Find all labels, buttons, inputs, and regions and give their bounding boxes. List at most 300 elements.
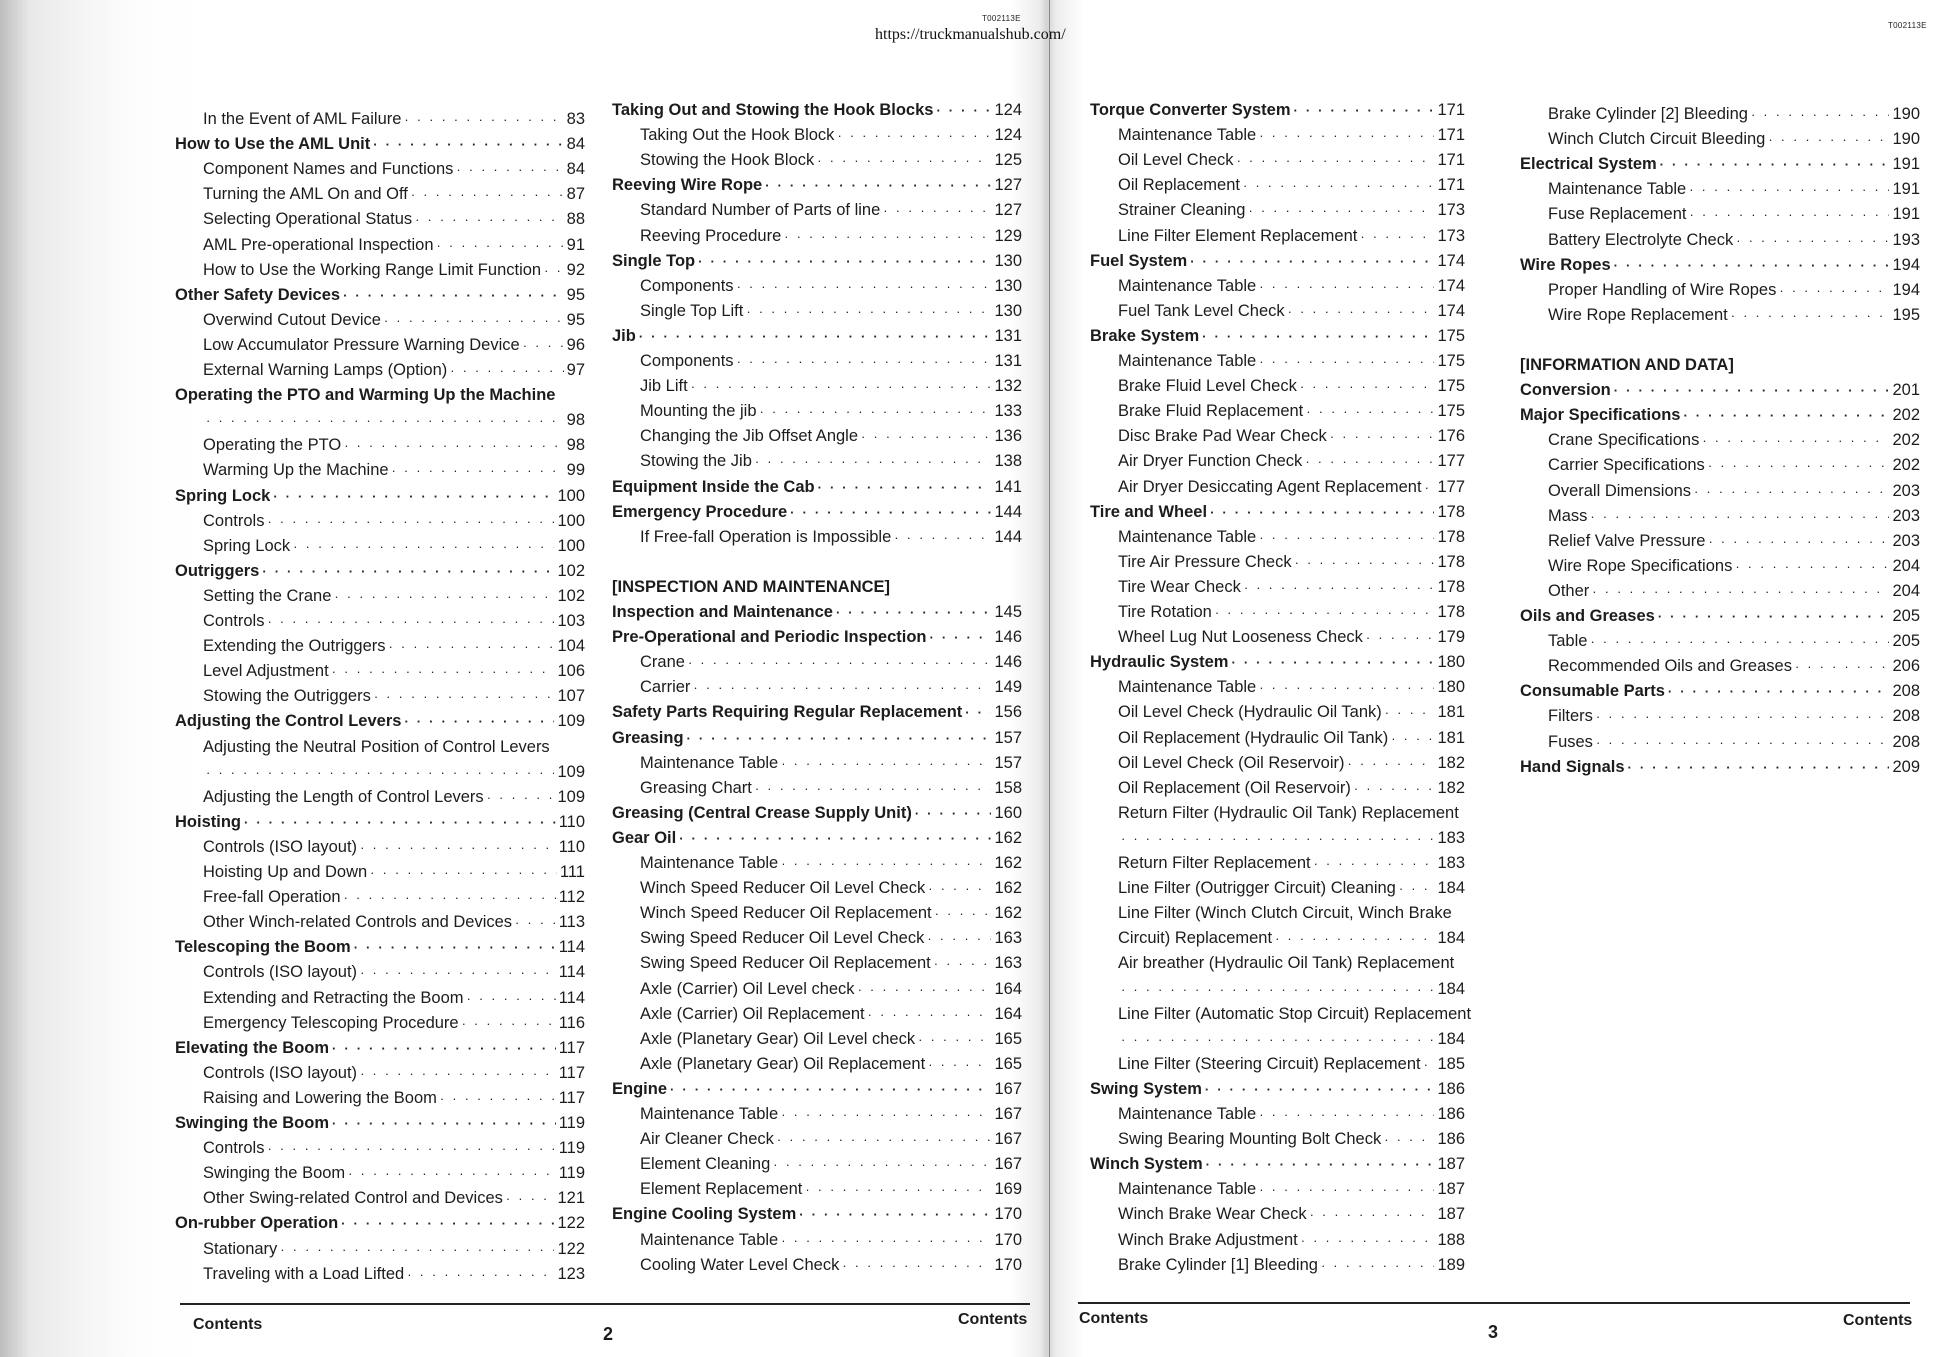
toc-page-number: 202 xyxy=(1892,406,1920,425)
toc-entry-heading[interactable] xyxy=(1090,252,1465,274)
toc-entry[interactable] xyxy=(1520,456,1920,478)
toc-entry-heading[interactable] xyxy=(1090,653,1465,675)
toc-entry[interactable] xyxy=(612,402,1022,424)
toc-entry-heading[interactable] xyxy=(175,135,585,157)
toc-entry[interactable] xyxy=(612,1030,1022,1052)
toc-entry[interactable] xyxy=(1520,180,1920,202)
toc-leader-dots xyxy=(404,112,563,127)
toc-entry[interactable] xyxy=(1520,507,1920,529)
toc-page-number: 175 xyxy=(1437,326,1465,345)
toc-entry-heading[interactable] xyxy=(1520,682,1920,704)
toc-leader-dots xyxy=(415,212,564,227)
toc-entry[interactable] xyxy=(1090,126,1465,148)
toc-page-number: 163 xyxy=(994,929,1022,948)
toc-entry[interactable] xyxy=(1090,1105,1465,1127)
toc-entry[interactable] xyxy=(612,879,1022,901)
toc-entry-label: Brake Cylinder [1] Bleeding xyxy=(1118,1255,1318,1274)
toc-entry[interactable] xyxy=(175,261,585,283)
toc-entry[interactable] xyxy=(1090,1130,1465,1152)
toc-leader-dots xyxy=(334,589,554,604)
toc-page-number: 171 xyxy=(1437,176,1465,195)
toc-leader-dots xyxy=(515,915,556,930)
toc-page-number: 131 xyxy=(994,352,1022,370)
toc-page-number: 208 xyxy=(1892,732,1920,751)
toc-page-number: 195 xyxy=(1892,305,1920,324)
toc-leader-dots xyxy=(506,1191,555,1206)
toc-leader-dots xyxy=(765,178,991,193)
toc-leader-dots xyxy=(818,480,992,495)
toc-entry-heading[interactable] xyxy=(612,1080,1022,1102)
toc-entry[interactable] xyxy=(612,302,1022,324)
toc-entry[interactable] xyxy=(175,1064,585,1086)
toc-page-number: 187 xyxy=(1437,1205,1465,1224)
toc-leader-dots xyxy=(1628,760,1890,775)
toc-entry[interactable] xyxy=(1090,1205,1465,1227)
toc-page-number: 144 xyxy=(994,502,1022,521)
toc-entry[interactable] xyxy=(612,929,1022,951)
toc-entry-heading[interactable] xyxy=(1090,101,1465,123)
toc-leader-dots xyxy=(1121,1032,1434,1047)
toc-page-number: 167 xyxy=(994,1105,1022,1123)
toc-page-number: 178 xyxy=(1437,603,1465,621)
toc-entry[interactable] xyxy=(175,637,585,659)
toc-page-number: 113 xyxy=(558,913,585,932)
toc-page-number: 96 xyxy=(566,335,585,354)
toc-entry[interactable] xyxy=(1090,904,1465,926)
toc-entry-heading[interactable] xyxy=(1520,758,1920,780)
toc-entry-label: Winch System xyxy=(1090,1155,1203,1174)
toc-entry[interactable] xyxy=(175,236,585,258)
toc-leader-dots xyxy=(1391,731,1434,746)
toc-entry[interactable] xyxy=(175,1089,585,1111)
toc-leader-dots xyxy=(1202,329,1434,344)
toc-entry-label: Controls (ISO layout) xyxy=(203,837,358,856)
toc-leader-dots xyxy=(1731,308,1890,323)
toc-entry[interactable] xyxy=(1090,804,1465,826)
toc-leader-dots xyxy=(1259,680,1434,695)
toc-entry-label: Table xyxy=(1548,632,1588,651)
toc-entry-heading[interactable] xyxy=(1090,327,1465,349)
toc-leader-dots xyxy=(755,454,992,469)
toc-leader-dots xyxy=(1259,279,1434,294)
toc-page-number: 167 xyxy=(994,1130,1022,1149)
toc-entry-heading[interactable] xyxy=(1520,381,1920,403)
toc-entry-label: Adjusting the Length of Control Levers xyxy=(203,787,484,806)
toc-entry[interactable] xyxy=(175,1240,585,1262)
toc-entry[interactable] xyxy=(612,779,1022,801)
toc-page-number: 186 xyxy=(1437,1130,1465,1149)
toc-entry[interactable] xyxy=(1520,532,1920,554)
toc-entry-label: Relief Valve Pressure xyxy=(1548,531,1706,550)
toc-leader-dots xyxy=(293,539,554,554)
toc-entry[interactable] xyxy=(1090,352,1465,374)
toc-entry-label: Swing System xyxy=(1090,1079,1202,1098)
toc-page-number: 173 xyxy=(1437,201,1465,220)
toc-entry[interactable] xyxy=(612,528,1022,550)
toc-entry[interactable] xyxy=(175,1014,585,1036)
toc-page-number: 88 xyxy=(566,210,585,229)
toc-entry[interactable] xyxy=(175,612,585,634)
toc-entry-heading[interactable] xyxy=(612,703,1022,725)
toc-page-number: 203 xyxy=(1892,481,1920,500)
toc-entry-label: Swinging the Boom xyxy=(175,1114,329,1132)
toc-entry[interactable] xyxy=(1090,176,1465,198)
toc-entry[interactable] xyxy=(1090,1004,1472,1027)
toc-leader-dots xyxy=(861,429,991,444)
toc-leader-dots xyxy=(934,956,992,971)
toc-entry-label: Spring Lock xyxy=(203,536,291,555)
toc-entry[interactable] xyxy=(175,311,585,333)
toc-entry-label: Greasing Chart xyxy=(640,778,752,797)
toc-entry[interactable] xyxy=(1090,1256,1465,1278)
toc-leader-dots xyxy=(1736,233,1889,248)
toc-entry[interactable] xyxy=(175,210,585,232)
toc-entry-heading[interactable] xyxy=(1090,503,1465,525)
toc-entry[interactable] xyxy=(612,452,1022,474)
toc-entry[interactable] xyxy=(1090,227,1465,249)
toc-entry-heading[interactable] xyxy=(612,327,1022,349)
toc-entry-heading[interactable] xyxy=(1520,406,1920,428)
toc-entry-heading[interactable] xyxy=(612,176,1022,198)
toc-entry[interactable] xyxy=(612,126,1022,148)
toc-entry[interactable] xyxy=(612,201,1022,223)
toc-entry[interactable] xyxy=(1090,703,1465,725)
toc-entry[interactable] xyxy=(1090,628,1465,650)
toc-entry[interactable] xyxy=(1090,1231,1465,1253)
toc-leader-dots xyxy=(781,1233,991,1248)
toc-entry[interactable] xyxy=(1090,829,1465,851)
toc-entry[interactable] xyxy=(1520,431,1920,453)
toc-leader-dots xyxy=(360,1066,556,1081)
toc-entry[interactable] xyxy=(612,1180,1022,1202)
toc-leader-dots xyxy=(373,137,563,152)
toc-entry[interactable] xyxy=(612,377,1022,399)
toc-entry[interactable] xyxy=(612,653,1022,675)
toc-entry-label: Extending and Retracting the Boom xyxy=(203,988,464,1007)
toc-leader-dots xyxy=(1590,634,1889,649)
toc-leader-dots xyxy=(244,815,556,830)
toc-entry[interactable] xyxy=(175,1265,585,1287)
toc-page-number: 188 xyxy=(1437,1230,1465,1249)
toc-entry-label: Tire Air Pressure Check xyxy=(1118,552,1292,571)
toc-entry[interactable] xyxy=(1090,302,1465,324)
toc-page-number: 181 xyxy=(1437,703,1465,722)
toc-entry[interactable] xyxy=(612,678,1022,700)
toc-entry[interactable] xyxy=(1090,377,1465,399)
toc-page-number: 205 xyxy=(1892,632,1920,651)
toc-page-number: 122 xyxy=(557,1214,585,1233)
toc-entry[interactable] xyxy=(175,1139,585,1161)
toc-entry[interactable] xyxy=(1090,879,1465,901)
toc-leader-dots xyxy=(332,1116,556,1131)
toc-entry[interactable] xyxy=(175,537,585,559)
toc-entry[interactable] xyxy=(1520,231,1920,253)
toc-entry-heading[interactable] xyxy=(175,487,585,509)
toc-entry[interactable] xyxy=(612,980,1022,1002)
toc-page-number: 178 xyxy=(1437,502,1465,521)
toc-entry-heading[interactable] xyxy=(1520,607,1920,629)
toc-entry[interactable] xyxy=(175,662,585,684)
toc-leader-dots xyxy=(370,865,557,880)
toc-entry[interactable] xyxy=(175,110,585,132)
toc-entry-heading[interactable] xyxy=(175,712,585,734)
toc-entry[interactable] xyxy=(612,227,1022,249)
toc-leader-dots xyxy=(1399,881,1435,896)
toc-entry[interactable] xyxy=(1520,733,1920,755)
toc-entry-heading[interactable] xyxy=(175,1114,585,1136)
toc-leader-dots xyxy=(688,655,992,670)
toc-entry-heading[interactable] xyxy=(1520,256,1920,278)
toc-entry-label: Line Filter (Automatic Stop Circuit) Replacement xyxy=(1118,1004,1472,1023)
toc-entry[interactable] xyxy=(1090,452,1465,474)
toc-entry[interactable] xyxy=(175,913,585,935)
toc-entry[interactable] xyxy=(175,436,585,458)
toc-entry[interactable] xyxy=(175,1189,585,1211)
toc-page-number: 162 xyxy=(994,904,1022,923)
toc-page-number: 206 xyxy=(1892,657,1920,676)
toc-leader-dots xyxy=(781,856,991,871)
toc-entry[interactable] xyxy=(612,427,1022,449)
toc-entry[interactable] xyxy=(612,854,1022,876)
toc-entry[interactable] xyxy=(612,1105,1022,1127)
toc-page-number: 127 xyxy=(994,176,1022,195)
toc-page-number: 175 xyxy=(1437,352,1465,370)
toc-leader-dots xyxy=(1366,630,1435,645)
toc-leader-dots xyxy=(267,514,554,529)
toc-entry[interactable] xyxy=(1090,402,1465,424)
toc-entry-heading[interactable] xyxy=(175,562,585,584)
toc-entry-label: Hoisting xyxy=(175,812,241,831)
toc-leader-dots xyxy=(1259,354,1434,369)
toc-leader-dots xyxy=(1310,1207,1435,1222)
toc-entry-label: Tire and Wheel xyxy=(1090,502,1208,521)
toc-entry[interactable] xyxy=(1090,854,1465,876)
toc-leader-dots xyxy=(1614,383,1890,398)
toc-entry[interactable] xyxy=(1090,929,1465,951)
toc-entry[interactable] xyxy=(175,512,585,534)
toc-entry[interactable] xyxy=(612,1130,1022,1152)
toc-entry-label: Battery Electrolyte Check xyxy=(1548,230,1734,249)
toc-page-number: 190 xyxy=(1892,130,1920,149)
toc-page-number: 112 xyxy=(558,888,585,907)
toc-entry-label: Reeving Procedure xyxy=(640,226,782,245)
toc-entry-label: Overwind Cutout Device xyxy=(203,310,381,329)
toc-entry[interactable] xyxy=(1090,1030,1465,1052)
toc-entry[interactable] xyxy=(1520,582,1920,604)
toc-page-number: 204 xyxy=(1892,556,1920,575)
toc-leader-dots xyxy=(389,639,555,654)
toc-leader-dots xyxy=(784,229,991,244)
toc-entry[interactable] xyxy=(1090,1180,1465,1202)
toc-entry[interactable] xyxy=(1090,1055,1465,1077)
toc-entry[interactable] xyxy=(1090,528,1465,550)
toc-leader-dots xyxy=(1735,559,1889,574)
toc-entry-heading[interactable] xyxy=(612,1205,1022,1227)
toc-entry[interactable] xyxy=(175,411,585,433)
toc-entry-label: Circuit) Replacement xyxy=(1118,929,1273,948)
toc-entry[interactable] xyxy=(1090,427,1465,449)
toc-entry[interactable] xyxy=(175,361,585,383)
toc-entry[interactable] xyxy=(1520,557,1920,579)
toc-leader-dots xyxy=(1768,132,1889,147)
toc-entry-label: Maintenance Table xyxy=(1118,276,1257,295)
toc-entry[interactable] xyxy=(175,963,585,985)
toc-entry[interactable] xyxy=(175,461,585,483)
toc-page-number: 174 xyxy=(1437,301,1465,320)
toc-entry-heading[interactable] xyxy=(612,478,1022,500)
toc-entry[interactable] xyxy=(1090,754,1465,776)
toc-leader-dots xyxy=(1385,705,1435,720)
toc-entry[interactable] xyxy=(175,336,585,358)
footer-rule-right xyxy=(1078,1302,1910,1304)
toc-entry[interactable] xyxy=(175,989,585,1011)
toc-entry[interactable] xyxy=(1520,482,1920,504)
toc-page-number: 163 xyxy=(994,954,1022,973)
toc-entry[interactable] xyxy=(1090,151,1465,173)
toc-entry-heading[interactable] xyxy=(175,813,585,835)
toc-page-number: 104 xyxy=(557,637,585,656)
toc-entry-heading[interactable] xyxy=(175,1039,585,1061)
toc-page-number: 121 xyxy=(557,1189,585,1208)
toc-entry-label: Warming Up the Machine xyxy=(203,461,389,480)
toc-page-number: 114 xyxy=(558,988,585,1007)
toc-entry[interactable] xyxy=(1090,553,1465,575)
toc-entry[interactable] xyxy=(1520,632,1920,654)
toc-entry-label: Taking Out and Stowing the Hook Blocks xyxy=(612,101,934,119)
toc-entry[interactable] xyxy=(1090,478,1465,500)
toc-entry-label: Element Cleaning xyxy=(640,1155,771,1174)
toc-entry-heading[interactable] xyxy=(612,503,1022,525)
toc-entry-heading[interactable] xyxy=(612,603,1022,625)
toc-page-number: 203 xyxy=(1892,531,1920,550)
toc-entry[interactable] xyxy=(1520,105,1920,127)
toc-entry[interactable] xyxy=(612,754,1022,776)
toc-leader-dots xyxy=(929,630,991,645)
toc-leader-dots xyxy=(1301,1233,1435,1248)
toc-page-number: 186 xyxy=(1437,1079,1465,1098)
toc-entry[interactable] xyxy=(1090,678,1465,700)
toc-entry[interactable] xyxy=(612,352,1022,374)
toc-page-number: 183 xyxy=(1437,854,1465,872)
toc-entry[interactable] xyxy=(1520,130,1920,152)
toc-entry[interactable] xyxy=(612,1005,1022,1027)
toc-entry-heading[interactable] xyxy=(175,938,585,960)
toc-entry-label: Greasing (Central Crease Supply Unit) xyxy=(612,803,912,822)
toc-page-number: 203 xyxy=(1892,506,1920,525)
toc-entry[interactable] xyxy=(1520,707,1920,729)
toc-entry[interactable] xyxy=(612,1256,1022,1278)
toc-entry-heading[interactable] xyxy=(612,101,1022,123)
toc-entry[interactable] xyxy=(612,277,1022,299)
toc-page-number: 171 xyxy=(1437,126,1465,145)
toc-entry[interactable] xyxy=(175,863,585,885)
toc-leader-dots xyxy=(1347,756,1434,771)
toc-entry[interactable] xyxy=(1520,281,1920,303)
toc-entry-heading[interactable] xyxy=(612,252,1022,274)
toc-entry[interactable] xyxy=(1090,954,1465,976)
toc-leader-dots xyxy=(1259,128,1434,143)
toc-entry-label: Hand Signals xyxy=(1520,757,1625,776)
toc-entry-label: External Warning Lamps (Option) xyxy=(203,361,448,379)
toc-leader-dots xyxy=(1121,982,1434,997)
toc-entry-heading[interactable] xyxy=(612,729,1022,751)
toc-entry[interactable] xyxy=(1090,201,1465,223)
toc-page-number: 175 xyxy=(1437,377,1465,396)
toc-entry-heading[interactable] xyxy=(1090,1080,1465,1102)
toc-leader-dots xyxy=(392,463,564,478)
toc-entry-heading[interactable] xyxy=(612,804,1022,826)
toc-entry[interactable] xyxy=(1090,729,1465,751)
toc-leader-dots xyxy=(781,1107,991,1122)
toc-entry[interactable] xyxy=(175,160,585,182)
toc-page-number: 91 xyxy=(566,235,585,254)
toc-entry-label: Torque Converter System xyxy=(1090,101,1291,119)
toc-leader-dots xyxy=(773,1157,991,1172)
toc-page-number: 100 xyxy=(557,536,585,555)
toc-entry[interactable] xyxy=(175,738,585,760)
toc-page-number: 208 xyxy=(1892,707,1920,726)
toc-entry[interactable] xyxy=(612,904,1022,926)
toc-entry[interactable] xyxy=(175,763,585,785)
toc-entry[interactable] xyxy=(1520,306,1920,328)
toc-page-number: 87 xyxy=(566,185,585,204)
toc-entry-heading[interactable] xyxy=(175,286,585,308)
toc-entry[interactable] xyxy=(1090,277,1465,299)
toc-leader-dots xyxy=(344,438,563,453)
toc-entry[interactable] xyxy=(1520,205,1920,227)
toc-leader-dots xyxy=(273,489,554,504)
toc-entry[interactable] xyxy=(612,1155,1022,1177)
footer-title-right-a: Contents xyxy=(1079,1310,1149,1327)
toc-entry[interactable] xyxy=(175,587,585,609)
toc-entry[interactable] xyxy=(612,151,1022,173)
toc-entry[interactable] xyxy=(1090,578,1465,600)
toc-entry[interactable] xyxy=(1520,657,1920,679)
toc-entry-heading[interactable] xyxy=(1090,1155,1465,1177)
toc-entry[interactable] xyxy=(612,1055,1022,1077)
toc-entry-label: Return Filter Replacement xyxy=(1118,854,1311,872)
toc-entry[interactable] xyxy=(1090,779,1465,801)
toc-entry[interactable] xyxy=(175,788,585,810)
toc-entry[interactable] xyxy=(1090,603,1465,625)
toc-page-number: 141 xyxy=(994,477,1022,496)
page-number-right: 3 xyxy=(1488,1322,1499,1342)
toc-leader-dots xyxy=(760,404,992,419)
toc-entry[interactable] xyxy=(612,1231,1022,1253)
toc-entry-heading[interactable] xyxy=(175,1214,585,1236)
toc-entry[interactable] xyxy=(175,687,585,709)
toc-leader-dots xyxy=(1295,555,1435,570)
toc-entry[interactable] xyxy=(175,888,585,910)
toc-page-number: 102 xyxy=(557,561,585,580)
toc-entry-label: Brake System xyxy=(1090,326,1200,345)
toc-entry-heading[interactable] xyxy=(175,386,585,408)
toc-entry[interactable] xyxy=(612,954,1022,976)
toc-entry[interactable] xyxy=(175,1164,585,1186)
toc-entry[interactable] xyxy=(1090,980,1465,1002)
toc-page-number: 162 xyxy=(994,879,1022,898)
source-url: https://truckmanualshub.com/ xyxy=(875,26,1066,43)
toc-entry-label: Low Accumulator Pressure Warning Device xyxy=(203,335,520,354)
toc-entry[interactable] xyxy=(175,838,585,860)
toc-entry-label: Brake Fluid Level Check xyxy=(1118,377,1297,396)
toc-entry-label: Safety Parts Requiring Regular Replacement xyxy=(612,703,963,722)
toc-entry-heading[interactable] xyxy=(612,628,1022,650)
toc-page-number: 186 xyxy=(1437,1105,1465,1123)
toc-entry-heading[interactable] xyxy=(612,829,1022,851)
toc-entry[interactable] xyxy=(175,185,585,207)
toc-entry-heading[interactable] xyxy=(1520,155,1920,177)
